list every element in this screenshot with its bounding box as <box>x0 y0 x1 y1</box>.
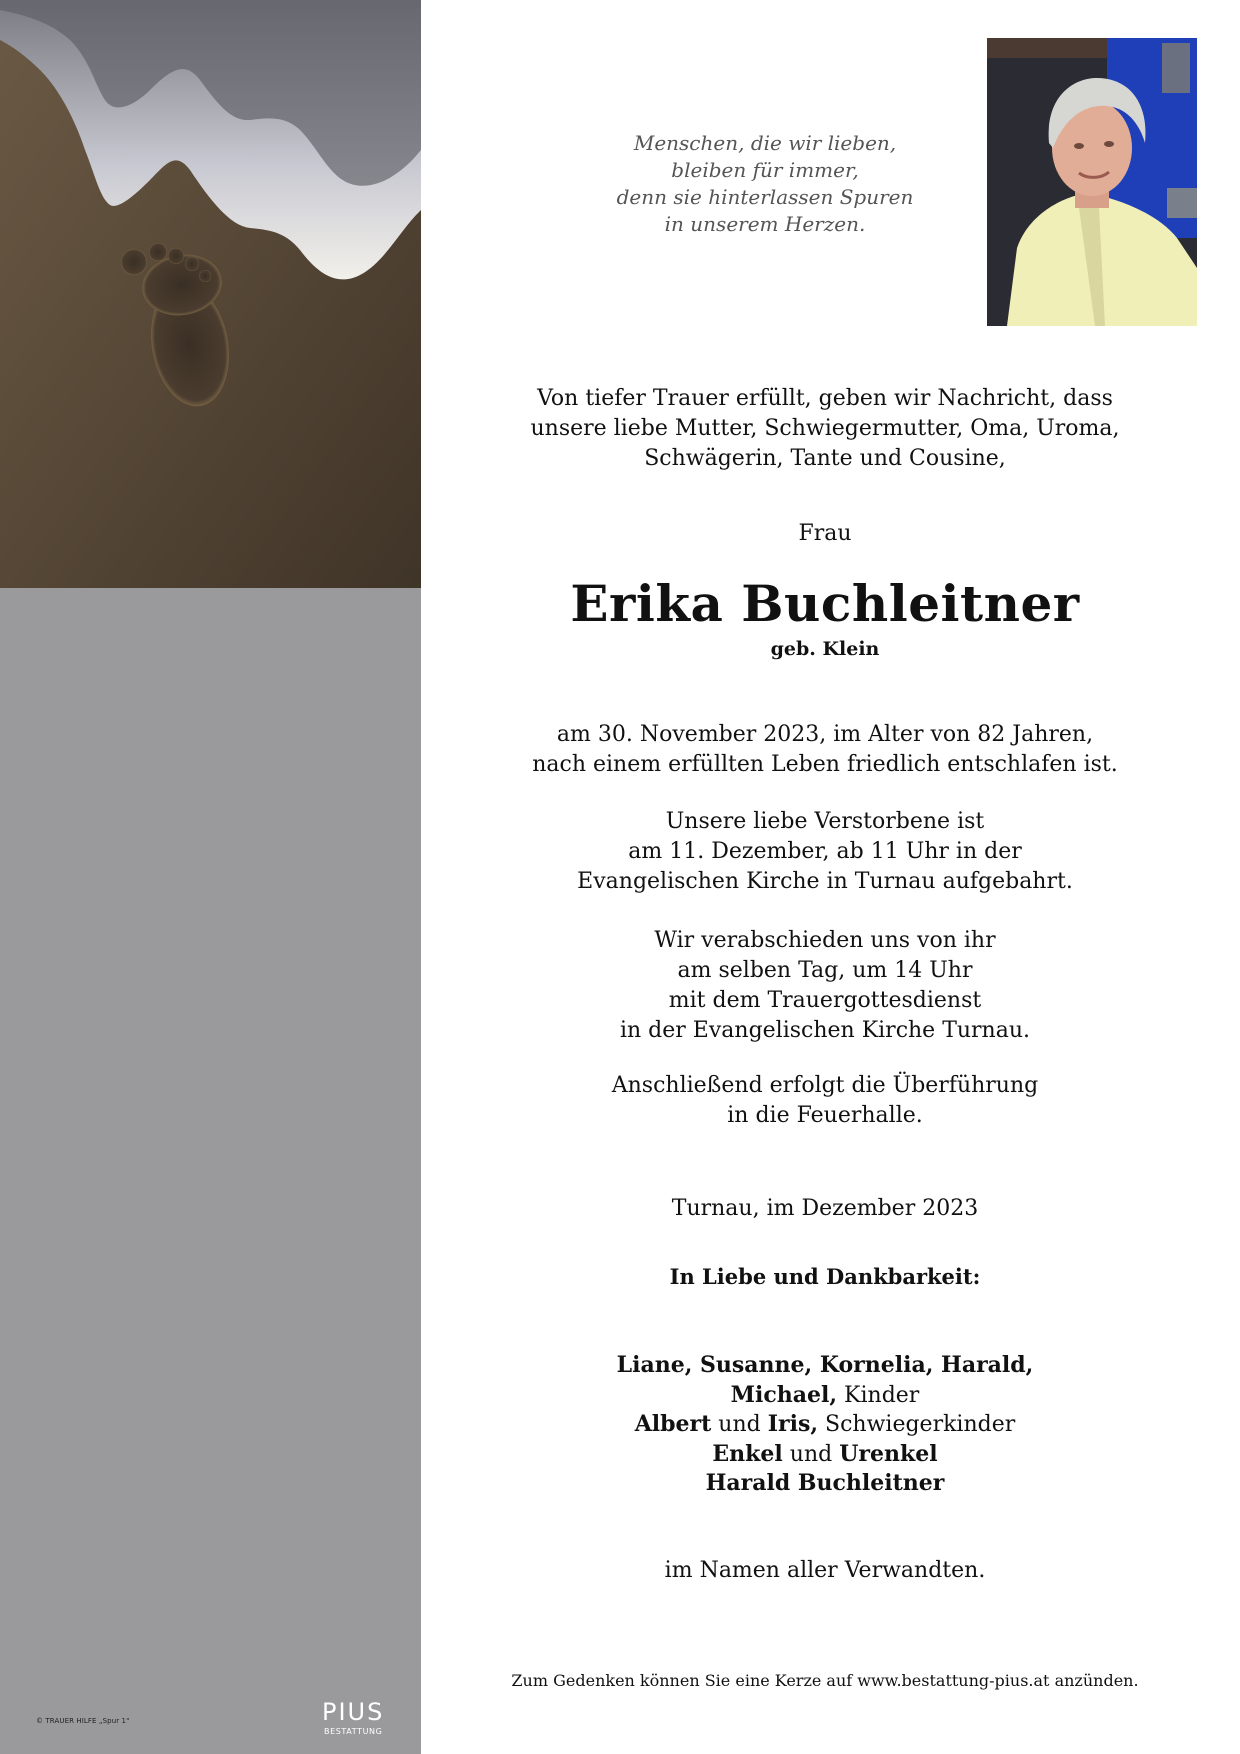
mourner-name: Harald Buchleitner <box>705 1470 945 1496</box>
birth-name: geb. Klein <box>770 638 880 660</box>
mourner-names: Michael, <box>730 1381 838 1408</box>
logo-wordmark: PIUS <box>322 1698 385 1726</box>
transfer-info-line: Anschließend erfolgt die Überführung <box>611 1073 1039 1098</box>
mourners-line <box>440 1440 1210 1470</box>
quote-line: denn sie hinterlassen Spuren <box>616 185 914 209</box>
logo-subtitle: BESTATTUNG <box>324 1727 383 1736</box>
mourner-role: Schwiegerkinder <box>825 1412 1016 1437</box>
viewing-info-line: am 11. Dezember, ab 11 Uhr in der <box>628 839 1022 864</box>
service-info-line: in der Evangelischen Kirche Turnau. <box>619 1018 1031 1043</box>
viewing-info <box>440 807 1210 897</box>
service-info-line: am selben Tag, um 14 Uhr <box>677 958 973 983</box>
quote-line: Menschen, die wir lieben, <box>633 131 897 155</box>
left-panel <box>0 0 421 1754</box>
mourner-name: Albert <box>634 1411 712 1437</box>
death-info-line: am 30. November 2023, im Alter von 82 Jahren, <box>556 722 1094 747</box>
announcement-line: unsere liebe Mutter, Schwiegermutter, Oma, Uroma, <box>530 416 1120 441</box>
mourner-names: Liane, Susanne, Kornelia, Harald, <box>616 1352 1034 1378</box>
mourner-conjunction: und <box>718 1412 761 1437</box>
relatives-line: im Namen aller Verwandten. <box>664 1558 986 1583</box>
mourner-name: Iris, <box>767 1411 819 1437</box>
mourners-line <box>440 1381 1210 1411</box>
announcement-line: Schwägerin, Tante und Cousine, <box>644 446 1006 471</box>
memorial-quote <box>560 130 970 238</box>
pius-logo <box>322 1700 394 1740</box>
mourner-name: Urenkel <box>839 1440 938 1467</box>
quote-line: bleiben für immer, <box>671 158 859 182</box>
deceased-portrait-photo <box>987 38 1197 326</box>
mourners-list <box>440 1351 1210 1499</box>
mourners-line <box>440 1410 1210 1440</box>
mourners-line <box>440 1351 1210 1381</box>
place-date: Turnau, im Dezember 2023 <box>671 1196 979 1221</box>
transfer-info <box>440 1071 1210 1131</box>
memorial-candle-note: Zum Gedenken können Sie eine Kerze auf www.bestattung-pius.at anzünden. <box>511 1671 1139 1690</box>
death-info <box>440 720 1210 780</box>
mourner-name: Enkel <box>712 1440 783 1467</box>
salutation: Frau <box>798 521 852 546</box>
portrait-illustration <box>987 38 1197 326</box>
service-info-line: Wir verabschieden uns von ihr <box>654 928 996 953</box>
mourners-line <box>440 1469 1210 1499</box>
death-info-line: nach einem erfüllten Leben friedlich entschlafen ist. <box>532 752 1118 777</box>
transfer-info-line: in die Feuerhalle. <box>727 1103 923 1128</box>
mourner-role: Kinder <box>844 1382 920 1408</box>
gratitude-heading: In Liebe und Dankbarkeit: <box>669 1264 981 1289</box>
image-copyright-note: © TRAUER HILFE „Spur 1“ <box>36 1717 130 1725</box>
deceased-name: Erika Buchleitner <box>570 574 1080 633</box>
beach-footprint-image <box>0 0 421 588</box>
viewing-info-line: Unsere liebe Verstorbene ist <box>665 809 985 834</box>
viewing-info-line: Evangelischen Kirche in Turnau aufgebahrt. <box>577 869 1073 894</box>
quote-line: in unserem Herzen. <box>664 212 866 236</box>
service-info-line: mit dem Trauergottesdienst <box>668 988 982 1013</box>
service-info <box>440 926 1210 1046</box>
announcement-line: Von tiefer Trauer erfüllt, geben wir Nachricht, dass <box>537 386 1113 411</box>
beach-footprint-illustration <box>0 0 421 588</box>
announcement-text <box>440 384 1210 474</box>
mourner-conjunction: und <box>789 1441 833 1467</box>
